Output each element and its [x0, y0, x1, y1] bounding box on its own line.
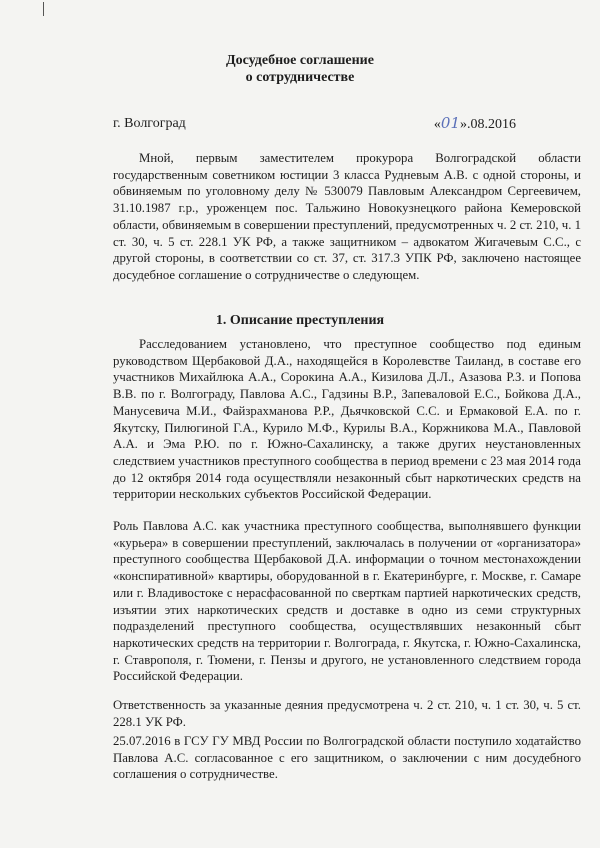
section-1-paragraph-1: Расследованием установлено, что преступное сообщество под единым руководством Щербаковой Д.А., находящейся в Королевстве Таиланд, в составе его участников Михайлюка А.А., Сорокина А.А., Кизилова Д.Л., Азазова Р.З. и Попова В.В. по г. Волгограду, Павлова А.С., Гадзины В.Р., Запеваловой Е.С., Бойкова Д.А., Манусевича М.И., Файзрахманова Р.Р., Дьячковской С.С. и Ермаковой Е.А. по г. Якутску, Пилюгиной Г.А., Курило М.Ф., Курилы В.А., Коржникова М.А., Павловой А.А. и Эма Р.Ю. по г. Южно-Сахалинску, а также других неустановленных следствием участников преступного сообщества в период времени с 23 мая 2014 года до 12 октября 2014 года осуществляли незаконный сбыт наркотических средств на территории нескольких субъектов Российской Федерации. [113, 337, 581, 502]
date-open-quote: « [433, 117, 441, 132]
place-of-signing: г. Волгоград [113, 116, 186, 131]
document-title-line1: Досудебное соглашение [226, 53, 374, 68]
section-1-heading: 1. Описание преступления [215, 313, 385, 328]
document-title-line2: о сотрудничестве [245, 70, 355, 85]
signing-date [434, 115, 516, 133]
section-1-paragraph-3: Ответственность за указанные деяния предусмотрена ч. 2 ст. 210, ч. 1 ст. 30, ч. 5 ст. 228.1 УК РФ. [113, 698, 581, 729]
section-1-paragraph-2: Роль Павлова А.С. как участника преступного сообщества, выполнявшего функции «курьера» в совершении преступлений, заключалась в получении от «организатора» преступного сообщества Щербаковой Д.А. информации о точном местонахождении «конспиративной» квартиры, оборудованной в г. Екатеринбурге, г. Москве, г. Самаре или г. Владивостоке с нерасфасованной по сверткам партией наркотических средств, изъятии этих наркотических средств и доставке в одно из семи структурных подразделений преступного сообщества, осуществлявших незаконный сбыт наркотических средств на территории г. Волгограда, г. Якутска, г. Южно-Сахалинска, г. Ставрополя, г. Тюмени, г. Пензы и другого, не установленного следствием города Российской Федерации. [113, 519, 581, 684]
scan-mark [43, 2, 44, 16]
handwritten-day: 01 [440, 114, 460, 132]
section-1-paragraph-4: 25.07.2016 в ГСУ ГУ МВД России по Волгоградской области поступило ходатайство Павлова А.С. согласованное с его защитником, о заключении с ним досудебного соглашения о сотрудничестве. [113, 734, 581, 782]
intro-paragraph: Мной, первым заместителем прокурора Волгоградской области государственным советником юстиции 3 класса Рудневым А.В. с одной стороны, и обвиняемым по уголовному делу № 530079 Павловым Александром Сергеевичем, 31.10.1987 г.р., уроженцем пос. Тальжино Новокузнецкого района Кемеровской области, обвиняемым в совершении преступлений, предусмотренных ч. 2 ст. 210, ч. 1 ст. 30, ч. 5 ст. 228.1 УК РФ, а также защитником – адвокатом Жигачевым С.С., с другой стороны, в соответствии со ст. 37, ст. 317.3 УПК РФ, заключено настоящее досудебное соглашение о сотрудничестве о следующем. [113, 151, 581, 282]
date-month-year: ».08.2016 [460, 117, 516, 132]
